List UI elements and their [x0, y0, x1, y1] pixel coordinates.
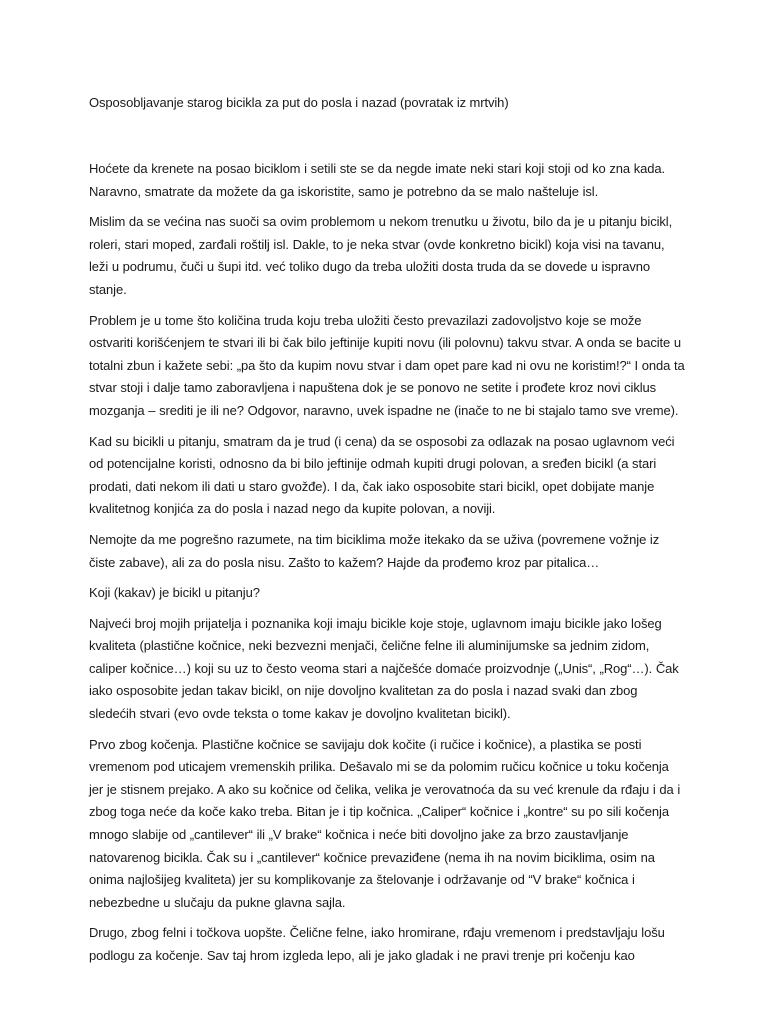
- paragraph-problem-common: Mislim da se većina nas suoči sa ovim problemom u nekom trenutku u životu, bilo da je u pitanju bicikl, roleri, stari moped, zarđali roštilj isl. Dakle, to je neka stvar (ovde konkretno bicikl) koja visi na tavanu, leži u podrumu, čuči u šupi itd. već toliko dugo da treba uložiti dosta truda da se dovede u ispravno stanje.: [89, 214, 673, 297]
- section-heading: Koji (kakav) je bicikl u pitanju?: [89, 585, 260, 601]
- document-title: Osposobljavanje starog bicikla za put do posla i nazad (povratak iz mrtvih): [89, 95, 509, 110]
- paragraph-effort: Problem je u tome što količina truda koju treba uložiti često prevazilazi zadovoljstvo koje se može ostvariti korišćenjem te stvari ili bi čak bilo jeftinije kupiti novu (ili polovnu) takvu stvar. A onda se bacite u totalni zbun i kažete sebi: „pa što da kupim novu stvar i dam opet pare kad ni ovu ne koristim!?“ I onda ta stvar stoji i dalje tamo zaboravljena i napuštena dok je se ponovo ne setite i prođete kroz novi ciklus mozganja – srediti je ili ne? Odgovor, naravno, uvek ispadne ne (inače to ne bi stajalo tamo sve vreme).: [89, 312, 685, 418]
- document-body: [89, 92, 685, 968]
- paragraph-rims: Drugo, zbog felni i točkova uopšte. Čelične felne, iako hromirane, rđaju vremenom i predstavljaju lošu podlogu za kočenje. Sav taj hrom izgleda lepo, ali je jako gladak i ne pravi trenje pri kočenju kao: [89, 925, 665, 963]
- paragraph-bicycles-cost: Kad su bicikli u pitanju, smatram da je trud (i cena) da se osposobi za odlazak na posao uglavnom veći od potencijalne koristi, odnosno da bi bilo jeftinije odmah kupiti drugi polovan, a sređen bicikl (a stari prodati, dati nekom ili dati u staro gvožđe). I da, čak iako osposobite stari bicikl, opet dobijate manje kvalitetnog konjića za do posla i nazad nego da kupite polovan, a noviji.: [89, 433, 675, 517]
- paragraph-friends-bikes: Najveći broj mojih prijatelja i poznanika koji imaju bicikle koje stoje, uglavnom imaju bicikle jako lošeg kvaliteta (plastične kočnice, neki bezvezni menjači, čelične felne ili aluminijumske sa jednim zidom, caliper kočnice…) koji su uz to često veoma stari a najčešće domaće proizvodnje („Unis“, „Rog“…). Čak iako osposobite jedan takav bicikl, on nije dovoljno kvalitetan za do posla i nazad svaki dan zbog sledećih stvari (evo ovde teksta o tome kakav je dovoljno kvalitetan bicikl).: [89, 615, 679, 722]
- paragraph-braking: Prvo zbog kočenja. Plastične kočnice se savijaju dok kočite (i ručice i kočnice), a plastika se posti vremenom pod uticajem vremenskih prilika. Dešavalo mi se da polomim ručicu kočnice u toku kočenja jer je stisnem prejako. A ako su kočnice od čelika, velika je verovatnoća da su već krenule da rđaju i da i zbog toga neće da koče kako treba. Bitan je i tip kočnica. „Caliper“ kočnice i „kontre“ su po sili kočenja mnogo slabije od „cantilever“ ili „V brake“ kočnica i neće biti dovoljno jake za brzo zaustavljanje natovarenog bicikla. Čak su i „cantilever“ kočnice prevaziđene (nema ih na novim biciklima, osim na onima najlošijeg kvaliteta) jer su komplikovanje za štelovanje i održavanje od “V brake“ kočnica i nebezbedne u slučaju da pukne glavna sajla.: [89, 736, 681, 910]
- paragraph-intro: Hoćete da krenete na posao biciklom i setili ste se da negde imate neki stari koji stoji od ko zna kada. Naravno, smatrate da možete da ga iskoristite, samo je potrebno da se malo našteluje isl.: [89, 161, 666, 199]
- paragraph-dont-misunderstand: Nemojte da me pogrešno razumete, na tim biciklima može itekako da se uživa (povremene vožnje iz čiste zabave), ali za do posla nisu. Zašto to kažem? Hajde da prođemo kroz par pitalica…: [89, 531, 660, 570]
